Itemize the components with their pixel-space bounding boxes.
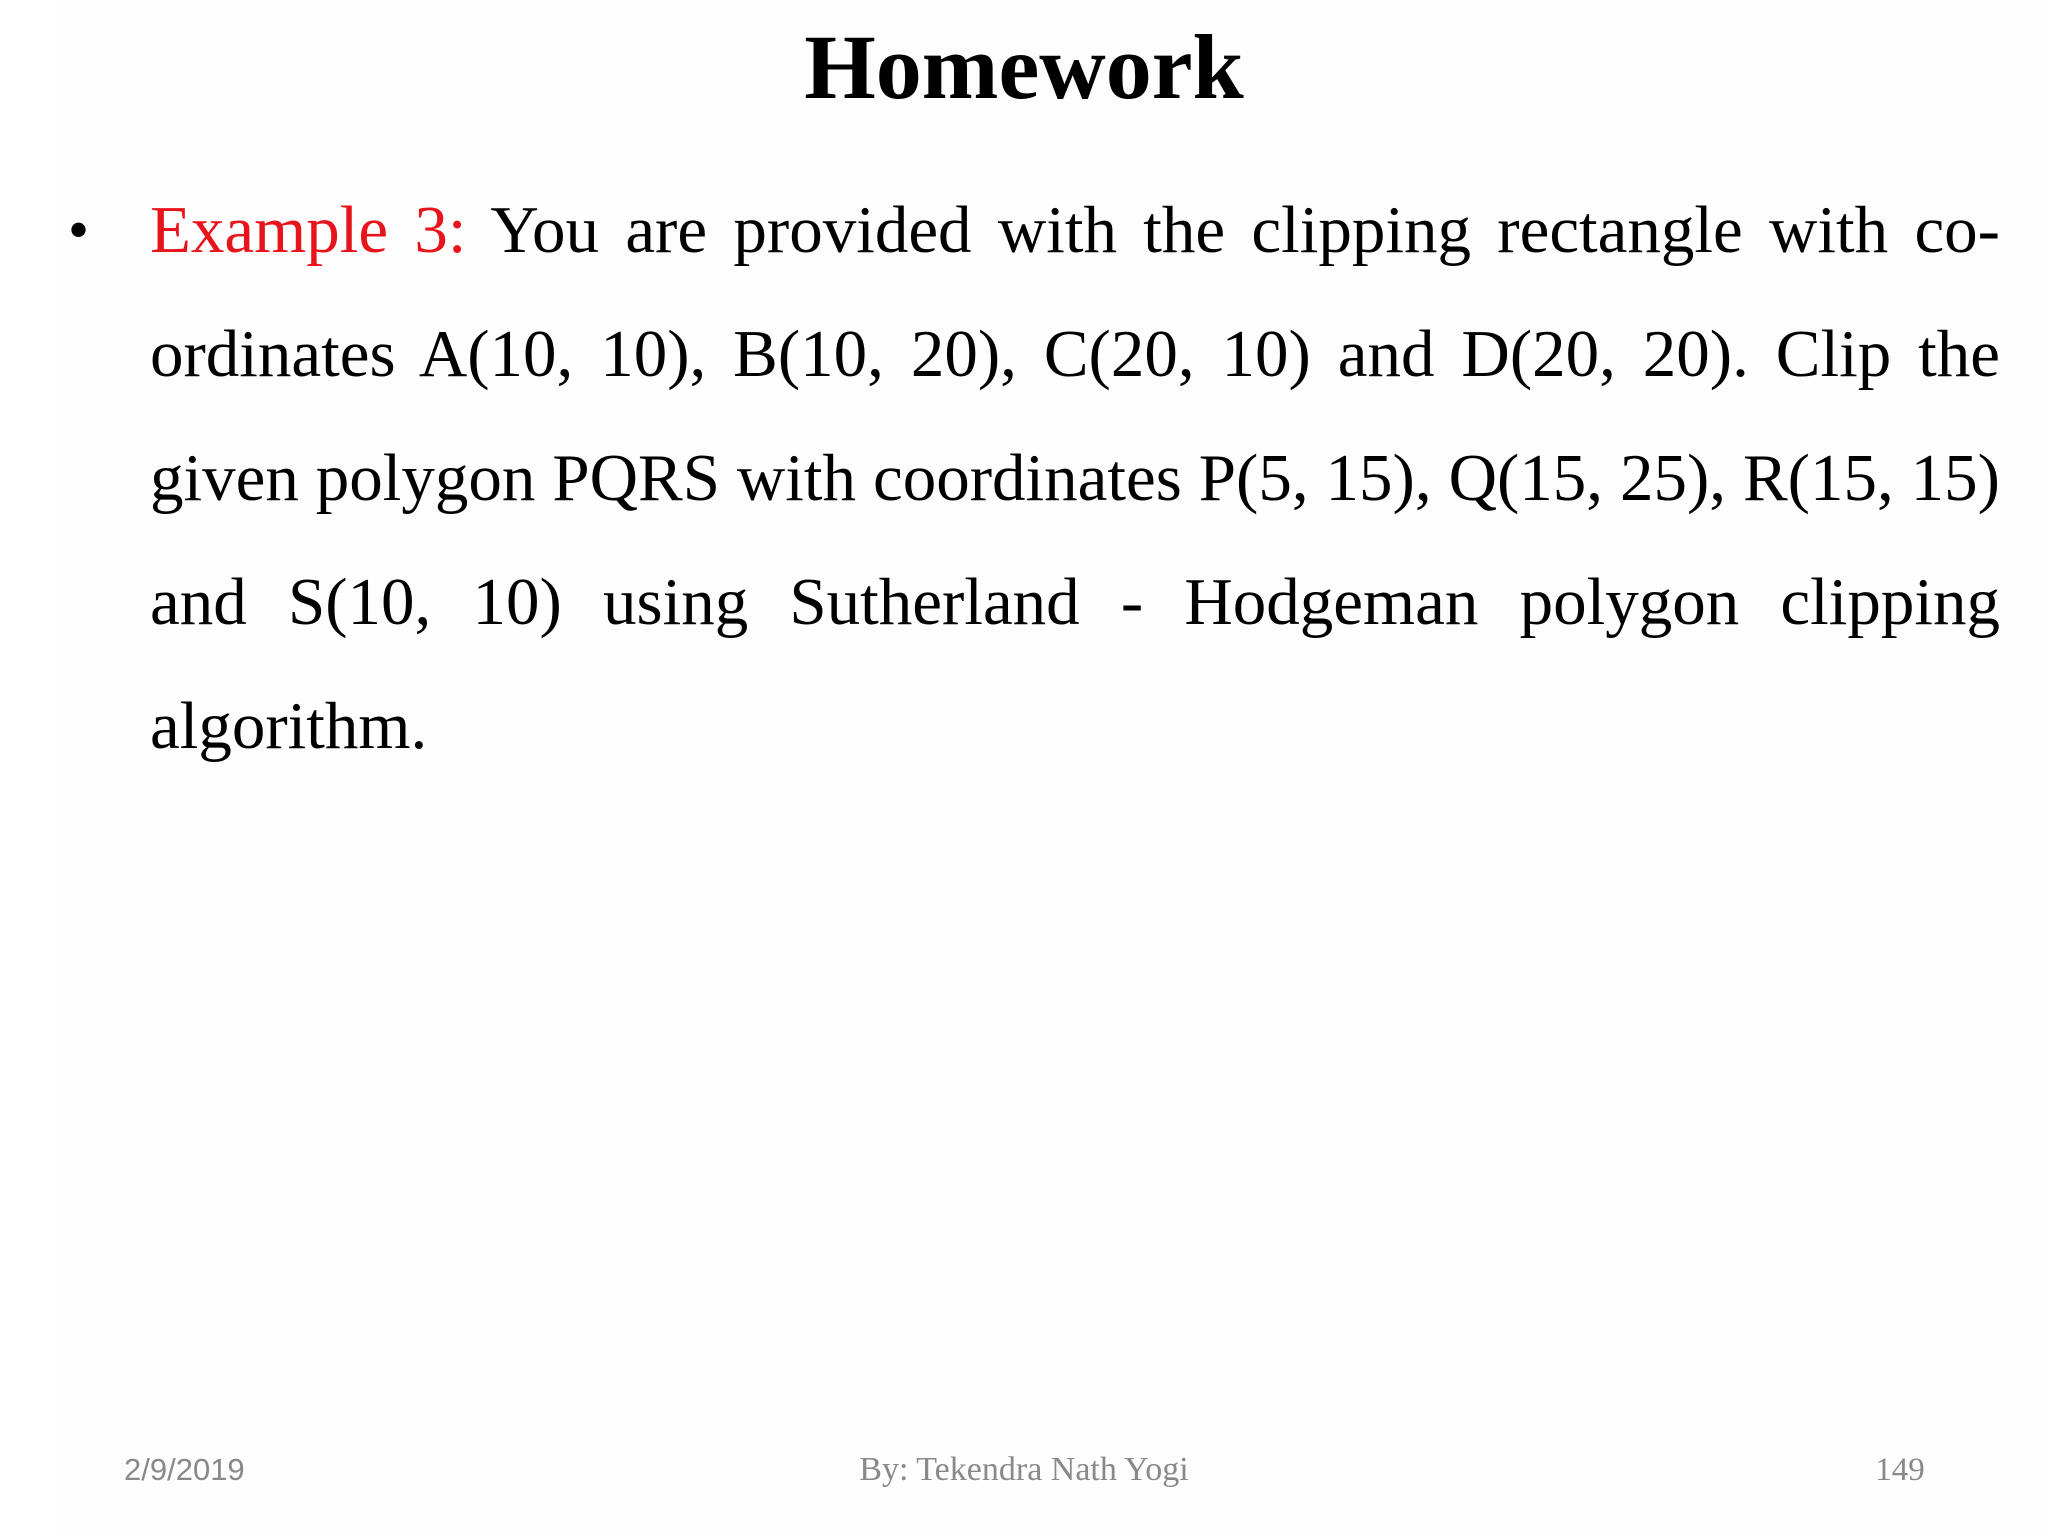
- page-number: 149: [1875, 1452, 1925, 1488]
- bullet-marker: •: [68, 197, 90, 263]
- footer-author: By: Tekendra Nath Yogi: [859, 1451, 1189, 1488]
- problem-statement: You are provided with the clipping rectangle with co-ordinates A(10, 10), B(10, 20), C(20, 10) and D(20, 20). Clip the given polygon PQRS with coordinates P(5, 15), Q(15, 25), R(15, 15) and S(10, 10) using Sutherland - Hodgeman polygon clipping algorithm.: [150, 193, 2000, 763]
- slide-title: Homework: [804, 16, 1244, 118]
- slide-left-margin: [0, 0, 62, 1536]
- bullet-paragraph: [150, 168, 2000, 788]
- example-label: Example 3:: [150, 193, 467, 267]
- footer-date: 2/9/2019: [124, 1452, 245, 1487]
